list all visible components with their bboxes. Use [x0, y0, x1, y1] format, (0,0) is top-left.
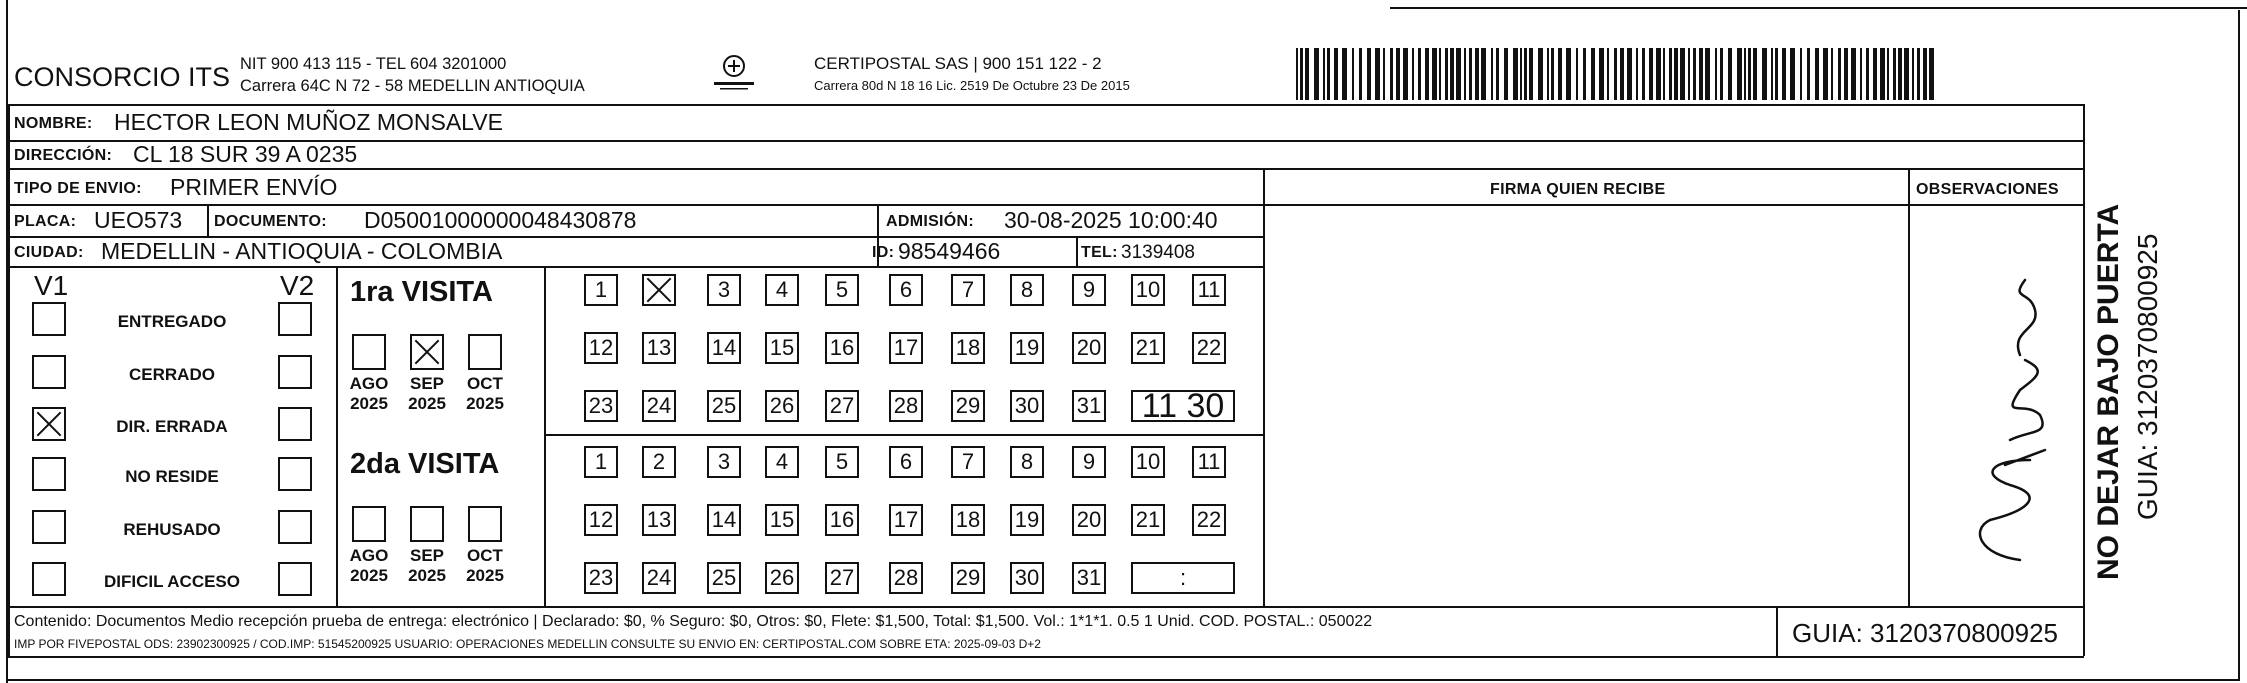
barcode-bar	[1323, 48, 1325, 100]
barcode-bar	[1496, 48, 1499, 100]
barcode-bar	[1744, 48, 1746, 100]
day-cell-6[interactable]: 6	[889, 446, 923, 478]
ciudad-label: CIUDAD:	[14, 244, 84, 261]
day-cell-13[interactable]: 13	[642, 332, 676, 364]
day-cell-26[interactable]: 26	[765, 390, 799, 422]
day-cell-4[interactable]: 4	[765, 446, 799, 478]
barcode-bar	[1800, 48, 1802, 100]
first-visit-title: 1ra VISITA	[350, 276, 493, 308]
barcode-bar	[1917, 48, 1920, 100]
barcode-bar	[1860, 48, 1862, 100]
barcode-bar	[1481, 48, 1486, 100]
barcode-bar	[1775, 48, 1778, 100]
nombre-value: HECTOR LEON MUÑOZ MONSALVE	[114, 109, 503, 135]
row-line-4	[8, 204, 2084, 206]
row-line-footer	[8, 606, 2084, 608]
barcode-bar	[1464, 48, 1466, 100]
day-cell-15[interactable]: 15	[765, 332, 799, 364]
day-cell-21[interactable]: 21	[1131, 332, 1165, 364]
day-cell-31[interactable]: 31	[1072, 390, 1106, 422]
company-address: Carrera 64C N 72 - 58 MEDELLIN ANTIOQUIA	[240, 77, 585, 95]
barcode-bar	[1693, 48, 1696, 100]
footer-guia: GUIA: 3120370800925	[1792, 618, 2058, 648]
tel-value: 3139408	[1121, 242, 1195, 263]
footer-imp: IMP POR FIVEPOSTAL ODS: 23902300925 / COD.IMP: 51545200925 USUARIO: OPERACIONES MEDELLIN CONSULTE SU ENVIO EN: CERTIPOSTAL.COM SOBRE ETA: 2025-09-03 D+2	[14, 637, 1041, 651]
tipo-envio-label: TIPO DE ENVIO:	[14, 180, 142, 197]
day-cell-18[interactable]: 18	[951, 504, 985, 536]
barcode-bar	[1375, 48, 1380, 100]
month-name: AGO	[349, 374, 389, 393]
barcode-bar	[1929, 48, 1934, 100]
month-checkbox-sep[interactable]	[410, 506, 444, 542]
placa-label: PLACA:	[14, 213, 77, 230]
status-label: REHUSADO	[123, 520, 221, 539]
month-year: 2025	[408, 566, 446, 585]
barcode-bar	[1705, 48, 1710, 100]
day-cell-7[interactable]: 7	[951, 274, 985, 306]
day-cell-12[interactable]: 12	[584, 332, 618, 364]
barcode-bar	[1636, 48, 1638, 100]
month-checkbox-oct[interactable]	[468, 334, 502, 370]
month-label	[342, 374, 396, 414]
barcode-bar	[1851, 48, 1856, 100]
month-name: OCT	[467, 374, 503, 393]
month-year: 2025	[350, 566, 388, 585]
time-field[interactable]: :	[1131, 562, 1235, 594]
documento-value: D05001000000048430878	[364, 207, 637, 233]
barcode-bar	[1520, 48, 1522, 100]
barcode-bar	[1688, 48, 1690, 100]
v2-checkbox[interactable]	[278, 407, 312, 441]
v1-checkbox[interactable]	[32, 302, 66, 336]
top-edge-line	[1390, 7, 2247, 9]
col-line-tel	[1076, 236, 1078, 266]
col-line-obs	[1908, 168, 1910, 606]
barcode-bar	[1715, 48, 1717, 100]
barcode-bar	[1838, 48, 1841, 100]
month-checkbox-ago[interactable]	[352, 506, 386, 542]
v2-checkbox[interactable]	[278, 302, 312, 336]
barcode-bar	[1305, 48, 1309, 100]
month-name: SEP	[409, 374, 445, 393]
day-cell-31[interactable]: 31	[1072, 562, 1106, 594]
footer-contenido: Contenido: Documentos Medio recepción prueba de entrega: electrónico | Declarado: $0, % Seguro: $0, Otros: $0, Flete: $1,500, Total: $1,500. Vol.: 1*1*1. 0.5 1 Unid. COD. POSTAL.: 050022	[14, 613, 1373, 630]
barcode-bar	[1583, 48, 1586, 100]
status-label: CERRADO	[129, 365, 215, 384]
v1-checkbox[interactable]	[32, 457, 66, 491]
day-cell-28[interactable]: 28	[889, 390, 923, 422]
barcode-bar	[1607, 48, 1609, 100]
barcode-bar	[1352, 48, 1354, 100]
direccion-value: CL 18 SUR 39 A 0235	[133, 141, 358, 167]
barcode-bar	[1620, 48, 1624, 100]
day-cell-10[interactable]: 10	[1131, 446, 1165, 478]
barcode-bar	[1893, 48, 1896, 100]
no-dejar-bajo-puerta: NO DEJAR BAJO PUERTA	[2092, 203, 2125, 580]
row-line-bottom	[8, 656, 2084, 658]
day-cell-14[interactable]: 14	[707, 332, 741, 364]
barcode-bar	[1782, 48, 1786, 100]
month-label	[400, 546, 454, 586]
col-line-firma	[1263, 168, 1265, 606]
col-line-status	[336, 266, 338, 606]
day-cell-5[interactable]: 5	[825, 274, 859, 306]
day-cell-27[interactable]: 27	[825, 390, 859, 422]
barcode-bar	[1642, 48, 1645, 100]
barcode-bar	[1551, 48, 1554, 100]
barcode-bar	[1425, 48, 1429, 100]
v1-checkbox[interactable]	[32, 562, 66, 596]
day-cell-17[interactable]: 17	[889, 504, 923, 536]
month-label	[458, 374, 512, 414]
barcode-bar	[1439, 48, 1441, 100]
barcode-bar	[1831, 48, 1833, 100]
day-cell-8[interactable]: 8	[1010, 446, 1044, 478]
day-cell-9[interactable]: 9	[1072, 446, 1106, 478]
barcode-bar	[1529, 48, 1533, 100]
status-label: DIFICIL ACCESO	[103, 572, 240, 591]
barcode-bar	[1456, 48, 1461, 100]
barcode-bar	[1807, 48, 1810, 100]
col-line-placa	[207, 204, 209, 236]
barcode-bar	[1912, 48, 1914, 100]
day-cell-3[interactable]: 3	[707, 274, 741, 306]
day-cell-24[interactable]: 24	[642, 562, 676, 594]
day-cell-15[interactable]: 15	[765, 504, 799, 536]
barcode-bar	[1491, 48, 1493, 100]
day-cell-1[interactable]: 1	[584, 274, 618, 306]
barcode-bar	[1898, 48, 1902, 100]
row-line-6	[8, 266, 1263, 268]
admision-value: 30-08-2025 10:00:40	[1004, 207, 1218, 233]
ciudad-value: MEDELLIN - ANTIOQUIA - COLOMBIA	[101, 238, 503, 264]
day-cell-23[interactable]: 23	[584, 390, 618, 422]
day-cell-5[interactable]: 5	[825, 446, 859, 478]
v2-checkbox[interactable]	[278, 562, 312, 596]
admision-label: ADMISIÓN:	[886, 213, 975, 230]
day-cell-20[interactable]: 20	[1072, 332, 1106, 364]
barcode-bar	[1334, 48, 1338, 100]
barcode-bar	[1418, 48, 1421, 100]
day-cell-10[interactable]: 10	[1131, 274, 1165, 306]
month-name: OCT	[467, 546, 503, 565]
barcode-bar	[1445, 48, 1448, 100]
company-name: CONSORCIO ITS	[14, 62, 231, 92]
month-year: 2025	[408, 394, 446, 413]
id-value: 98549466	[898, 238, 1001, 264]
month-year: 2025	[466, 566, 504, 585]
tel-label: TEL:	[1081, 244, 1118, 261]
barcode-bar	[1576, 48, 1578, 100]
col-line-guia	[1776, 606, 1778, 656]
barcode-bar	[1412, 48, 1414, 100]
day-cell-19[interactable]: 19	[1010, 332, 1044, 364]
time-field[interactable]: 11 30	[1131, 390, 1235, 422]
col-line-left	[8, 104, 10, 656]
barcode-bar	[1504, 48, 1508, 100]
barcode-bar	[1591, 48, 1595, 100]
certipostal-logo-icon	[708, 52, 760, 96]
barcode	[1296, 48, 1936, 100]
row-line-1	[8, 104, 2084, 106]
v2-checkbox[interactable]	[278, 355, 312, 389]
day-cell-4[interactable]: 4	[765, 274, 799, 306]
barcode-bar	[1844, 48, 1848, 100]
v1-checkbox[interactable]	[32, 407, 66, 441]
placa-value: UEO573	[94, 207, 183, 233]
barcode-bar	[1823, 48, 1828, 100]
barcode-bar	[1296, 48, 1298, 100]
barcode-bar	[1314, 48, 1319, 100]
day-cell-20[interactable]: 20	[1072, 504, 1106, 536]
v2-checkbox[interactable]	[278, 457, 312, 491]
barcode-bar	[1614, 48, 1617, 100]
barcode-bar	[1327, 48, 1330, 100]
barcode-bar	[1699, 48, 1703, 100]
barcode-bar	[1656, 48, 1661, 100]
barcode-bar	[1873, 48, 1877, 100]
handwritten-signature	[1950, 270, 2090, 570]
v1-checkbox[interactable]	[32, 355, 66, 389]
month-label	[342, 546, 396, 586]
day-cell-6[interactable]: 6	[889, 274, 923, 306]
day-cell-28[interactable]: 28	[889, 562, 923, 594]
barcode-bar	[1513, 48, 1518, 100]
day-cell-16[interactable]: 16	[825, 332, 859, 364]
day-cell-17[interactable]: 17	[889, 332, 923, 364]
day-cell-24[interactable]: 24	[642, 390, 676, 422]
nombre-label: NOMBRE:	[14, 115, 93, 132]
barcode-bar	[1762, 48, 1767, 100]
day-cell-7[interactable]: 7	[951, 446, 985, 478]
day-cell-2[interactable]: 2	[642, 446, 676, 478]
day-cell-25[interactable]: 25	[707, 390, 741, 422]
status-label: DIR. ERRADA	[116, 417, 228, 436]
barcode-bar	[1390, 48, 1393, 100]
month-year: 2025	[350, 394, 388, 413]
barcode-bar	[1469, 48, 1472, 100]
day-cell-30[interactable]: 30	[1010, 390, 1044, 422]
barcode-bar	[1558, 48, 1562, 100]
day-cell-22[interactable]: 22	[1192, 332, 1226, 364]
day-cell-2[interactable]	[642, 274, 676, 306]
month-checkbox-sep[interactable]	[410, 334, 444, 370]
barcode-bar	[1524, 48, 1527, 100]
day-cell-29[interactable]: 29	[951, 390, 985, 422]
barcode-bar	[1674, 48, 1678, 100]
bottom-edge-line	[6, 679, 2240, 681]
day-cell-12[interactable]: 12	[584, 504, 618, 536]
guia-side: GUIA: 3120370800925	[2132, 233, 2163, 520]
visit-divider-line	[544, 434, 1264, 436]
day-cell-3[interactable]: 3	[707, 446, 741, 478]
month-checkbox-ago[interactable]	[352, 334, 386, 370]
barcode-bar	[1923, 48, 1927, 100]
barcode-bar	[1880, 48, 1885, 100]
barcode-bar	[1475, 48, 1479, 100]
barcode-bar	[1680, 48, 1685, 100]
day-cell-9[interactable]: 9	[1072, 274, 1106, 306]
barcode-bar	[1771, 48, 1773, 100]
barcode-bar	[1649, 48, 1653, 100]
barcode-bar	[1403, 48, 1408, 100]
day-cell-11[interactable]: 11	[1192, 274, 1226, 306]
col-line-visit	[544, 266, 546, 606]
barcode-bar	[1627, 48, 1632, 100]
day-cell-25[interactable]: 25	[707, 562, 741, 594]
barcode-bar	[1669, 48, 1672, 100]
day-cell-18[interactable]: 18	[951, 332, 985, 364]
v1-label: V1	[34, 270, 69, 301]
documento-label: DOCUMENTO:	[214, 213, 327, 230]
barcode-bar	[1728, 48, 1732, 100]
observaciones-label: OBSERVACIONES	[1916, 181, 2059, 198]
right-edge-line	[2238, 10, 2240, 680]
barcode-bar	[1359, 48, 1362, 100]
day-cell-22[interactable]: 22	[1192, 504, 1226, 536]
company-nit: NIT 900 413 115 - TEL 604 3201000	[240, 55, 507, 73]
barcode-bar	[1815, 48, 1819, 100]
month-label	[458, 546, 512, 586]
certipostal-address: Carrera 80d N 18 16 Lic. 2519 De Octubre 23 De 2015	[814, 78, 1130, 93]
barcode-bar	[1790, 48, 1795, 100]
barcode-bar	[1753, 48, 1757, 100]
firma-label: FIRMA QUIEN RECIBE	[1490, 181, 1666, 198]
barcode-bar	[1748, 48, 1751, 100]
direccion-label: DIRECCIÓN:	[14, 147, 113, 164]
barcode-bar	[1342, 48, 1347, 100]
barcode-bar	[1432, 48, 1437, 100]
certipostal-name: CERTIPOSTAL SAS | 900 151 122 - 2	[814, 54, 1102, 73]
day-cell-13[interactable]: 13	[642, 504, 676, 536]
month-checkbox-oct[interactable]	[468, 506, 502, 542]
status-label: ENTREGADO	[117, 312, 227, 331]
barcode-bar	[1737, 48, 1742, 100]
day-cell-29[interactable]: 29	[951, 562, 985, 594]
barcode-bar	[1720, 48, 1723, 100]
day-cell-30[interactable]: 30	[1010, 562, 1044, 594]
barcode-bar	[1300, 48, 1303, 100]
barcode-bar	[1904, 48, 1909, 100]
barcode-bar	[1538, 48, 1543, 100]
second-visit-title: 2da VISITA	[350, 448, 500, 480]
v1-checkbox[interactable]	[32, 510, 66, 544]
day-cell-14[interactable]: 14	[707, 504, 741, 536]
tipo-envio-value: PRIMER ENVÍO	[170, 174, 338, 200]
day-cell-11[interactable]: 11	[1192, 446, 1226, 478]
month-name: SEP	[409, 546, 445, 565]
month-name: AGO	[349, 546, 389, 565]
status-label: NO RESIDE	[125, 467, 219, 486]
day-cell-16[interactable]: 16	[825, 504, 859, 536]
signature-text: Falta Dato	[1950, 270, 1955, 271]
barcode-bar	[1663, 48, 1665, 100]
barcode-bar	[1547, 48, 1549, 100]
barcode-bar	[1866, 48, 1869, 100]
v2-label: V2	[280, 270, 315, 301]
barcode-bar	[1383, 48, 1385, 100]
day-cell-21[interactable]: 21	[1131, 504, 1165, 536]
barcode-bar	[1887, 48, 1889, 100]
barcode-bar	[1599, 48, 1604, 100]
day-cell-19[interactable]: 19	[1010, 504, 1044, 536]
barcode-bar	[1396, 48, 1400, 100]
day-cell-26[interactable]: 26	[765, 562, 799, 594]
barcode-bar	[1367, 48, 1371, 100]
day-cell-27[interactable]: 27	[825, 562, 859, 594]
month-year: 2025	[466, 394, 504, 413]
row-line-3	[8, 168, 2084, 170]
day-cell-23[interactable]: 23	[584, 562, 618, 594]
id-label: ID:	[872, 244, 895, 261]
barcode-bar	[1450, 48, 1454, 100]
day-cell-8[interactable]: 8	[1010, 274, 1044, 306]
day-cell-1[interactable]: 1	[584, 446, 618, 478]
month-label	[400, 374, 454, 414]
barcode-bar	[1566, 48, 1571, 100]
v2-checkbox[interactable]	[278, 510, 312, 544]
